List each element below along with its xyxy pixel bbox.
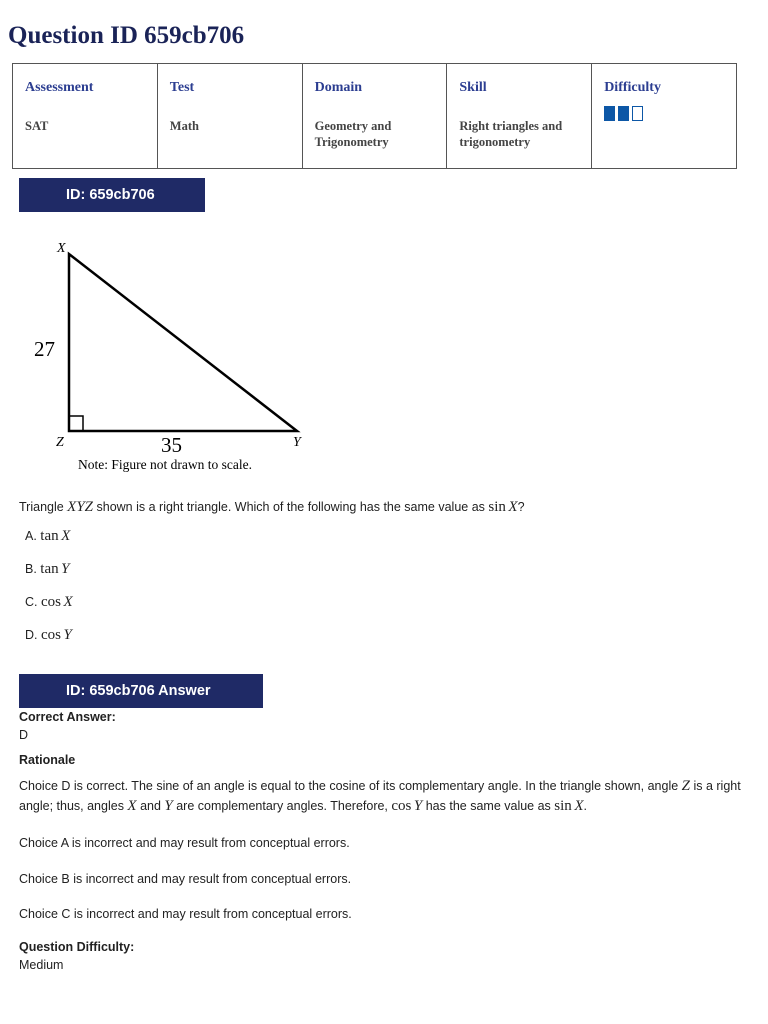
math-variable: Y [63, 627, 72, 643]
domain-value: Geometry and Trigonometry [314, 119, 392, 149]
skill-cell [447, 64, 592, 169]
question-difficulty-value: Medium [19, 958, 64, 972]
question-text: ? [517, 500, 525, 514]
rationale-text: are complementary angles. Therefore, [172, 799, 392, 813]
difficulty-bar [618, 106, 629, 121]
vertex-z-label: Z [56, 435, 64, 450]
math-variable: X [63, 594, 73, 610]
test-header: Test [169, 80, 195, 95]
answer-id-banner: ID: 659cb706 Answer [19, 674, 263, 708]
rationale-choice-a: Choice A is incorrect and may result from conceptual errors. [19, 836, 350, 850]
math-function: sin [554, 798, 572, 814]
triangle-shape [69, 254, 297, 431]
math-function: cos [391, 798, 412, 814]
page-title: Question ID 659cb706 [8, 22, 245, 49]
rationale-text: is a right angle; thus, angles [19, 779, 741, 813]
correct-answer-value: D [19, 728, 29, 742]
choice-letter: B. [25, 562, 37, 576]
domain-header: Domain [314, 80, 363, 95]
rationale-text: has the same value as [422, 799, 555, 813]
question-id-banner: ID: 659cb706 [19, 178, 205, 212]
skill-header: Skill [459, 80, 487, 95]
rationale-text: . [583, 799, 587, 813]
choice-letter: A. [25, 529, 37, 543]
rationale-choice-b: Choice B is incorrect and may result from conceptual errors. [19, 872, 352, 886]
question-text: shown is a right triangle. Which of the following has the same value as [93, 500, 489, 514]
answer-choice-a[interactable] [25, 528, 70, 545]
difficulty-indicator [604, 106, 724, 121]
rationale-choice-c: Choice C is incorrect and may result from conceptual errors. [19, 907, 352, 921]
math-variable: Y [413, 798, 423, 814]
answer-choice-c[interactable] [25, 594, 73, 611]
right-triangle-figure [25, 232, 325, 477]
right-angle-marker [69, 416, 83, 431]
rationale-text: Choice D is correct. The sine of an angle is equal to the cosine of its complementary angle. In the triangle shown, angle [19, 779, 682, 793]
math-triangle-name: XYZ [67, 499, 94, 515]
rationale-paragraph [19, 776, 744, 816]
choice-letter: D. [25, 628, 38, 642]
side-xz-label: 27 [34, 337, 55, 361]
answer-choice-d[interactable] [25, 627, 72, 644]
math-function: sin [488, 499, 506, 515]
difficulty-header: Difficulty [604, 80, 661, 95]
math-variable: Z [681, 778, 690, 794]
domain-cell [302, 64, 447, 169]
difficulty-cell [592, 64, 737, 169]
math-variable: Y [164, 798, 173, 814]
skill-value: Right triangles and trigonometry [459, 119, 563, 149]
assessment-cell [13, 64, 158, 169]
math-variable: X [61, 528, 71, 544]
answer-choice-b[interactable] [25, 561, 69, 578]
question-difficulty-label: Question Difficulty: [19, 940, 135, 954]
math-variable: X [508, 499, 518, 515]
math-function: cos [40, 594, 61, 610]
math-variable: X [127, 798, 137, 814]
correct-answer-label: Correct Answer: [19, 710, 116, 724]
difficulty-bar [604, 106, 615, 121]
rationale-text: and [136, 799, 165, 813]
question-text: Triangle [19, 500, 68, 514]
math-function: tan [40, 561, 59, 577]
question-stem [19, 499, 525, 516]
math-function: cos [40, 627, 61, 643]
difficulty-bar [632, 106, 643, 121]
question-metadata-table [12, 63, 737, 169]
figure-note: Note: Figure not drawn to scale. [78, 457, 252, 472]
assessment-header: Assessment [25, 80, 94, 95]
vertex-x-label: X [57, 241, 66, 256]
test-value: Math [169, 119, 199, 133]
math-variable: Y [61, 561, 70, 577]
math-variable: X [574, 798, 584, 814]
rationale-heading: Rationale [19, 753, 76, 767]
test-cell [157, 64, 302, 169]
side-zy-label: 35 [161, 433, 182, 457]
math-function: tan [40, 528, 59, 544]
choice-letter: C. [25, 595, 38, 609]
vertex-y-label: Y [293, 435, 301, 450]
assessment-value: SAT [25, 119, 49, 133]
